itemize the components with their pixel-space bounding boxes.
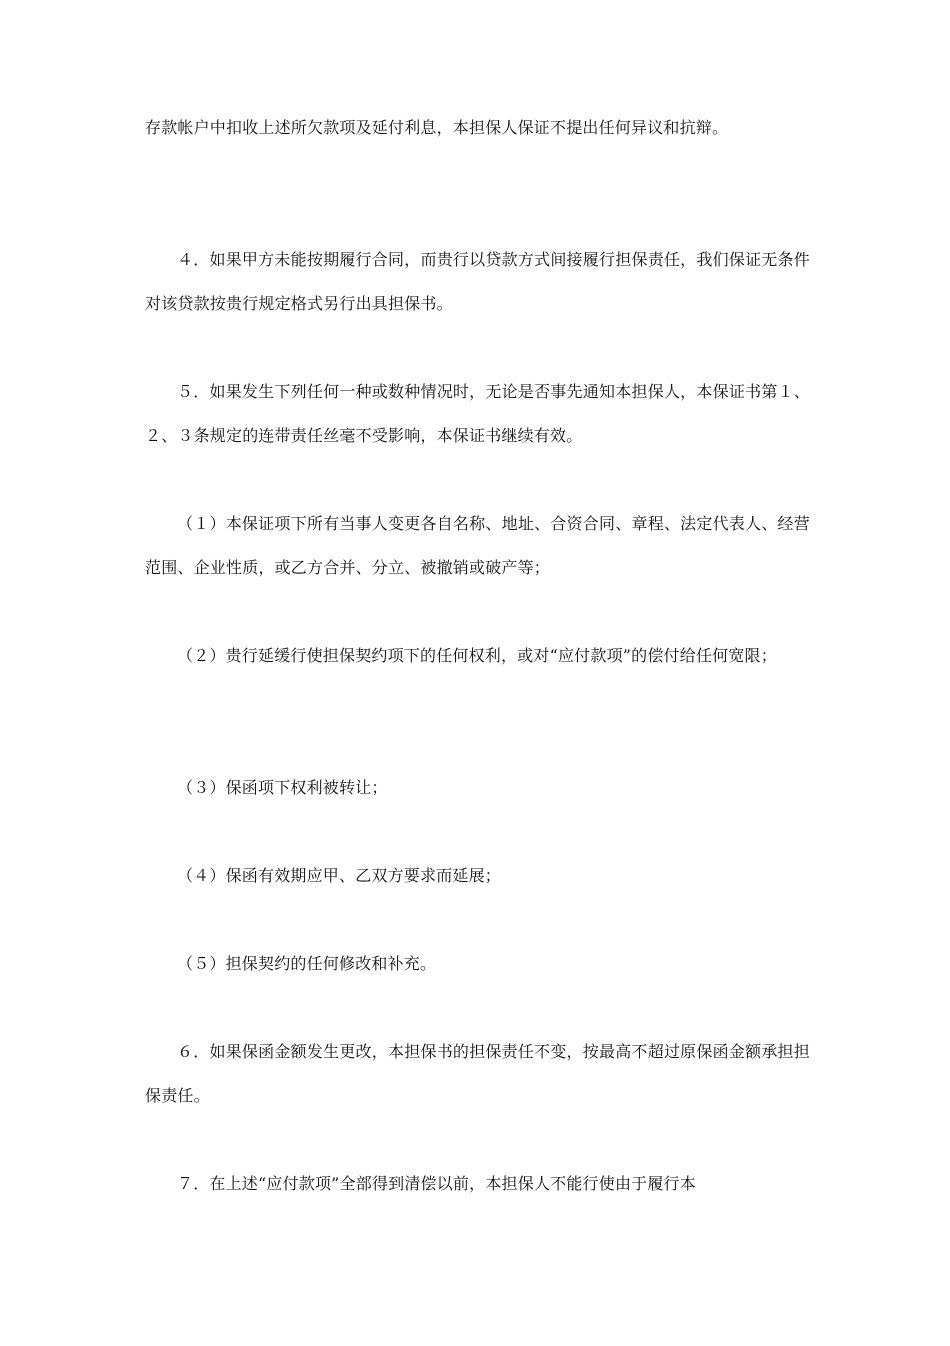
paragraph-item-3: （３）保函项下权利被转让； <box>177 778 388 797</box>
paragraph-clause-4: ４．如果甲方未能按期履行合同，而贵行以贷款方式间接履行担保责任，我们保证无条件对该贷款按贵行规定格式另行出具担保书。 <box>145 250 810 313</box>
paragraph-clause-6: ６．如果保函金额发生更改，本担保书的担保责任不变，按最高不超过原保函金额承担担保责任。 <box>145 1042 810 1105</box>
paragraph-deduction-clause: 存款帐户中扣收上述所欠款项及延付利息，本担保人保证不提出任何异议和抗辩。 <box>145 118 729 137</box>
paragraph-item-4: （４）保函有效期应甲、乙双方要求而延展； <box>177 866 502 885</box>
paragraph-clause-7: ７．在上述“应付款项”全部得到清偿以前，本担保人不能行使由于履行本 <box>177 1174 696 1193</box>
paragraph-item-5: （５）担保契约的任何修改和补充。 <box>177 954 437 973</box>
paragraph-item-2: （２）贵行延缓行使担保契约项下的任何权利，或对“应付款项”的偿付给任何宽限； <box>177 646 777 665</box>
paragraph-clause-5: ５．如果发生下列任何一种或数种情况时，无论是否事先通知本担保人，本保证书第１、２、３条规定的连带责任丝毫不受影响，本保证书继续有效。 <box>145 382 810 445</box>
paragraph-item-1: （１）本保证项下所有当事人变更各自名称、地址、合资合同、章程、法定代表人、经营范围、企业性质，或乙方合并、分立、被撤销或破产等； <box>145 514 810 577</box>
